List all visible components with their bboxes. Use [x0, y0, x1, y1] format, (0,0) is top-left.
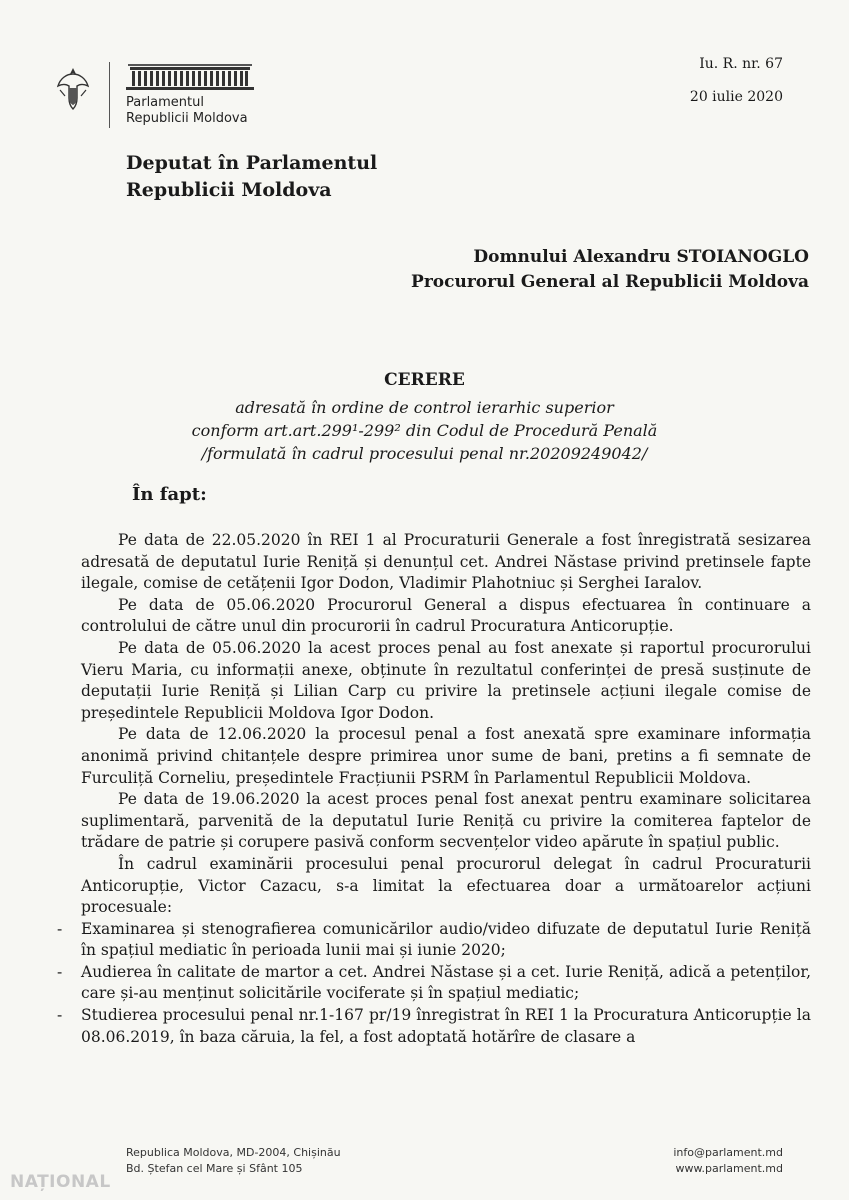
- body-paragraph: În cadrul examinării procesului penal procurorul delegat în cadrul Procuraturii Anticorupție, Victor Cazacu, s-a limitat la efectuarea doar a următoarelor acțiuni procesuale:: [81, 854, 811, 917]
- footer-address-line2: Bd. Ștefan cel Mare și Sfânt 105: [126, 1162, 303, 1175]
- document-title: CERERE: [384, 370, 465, 390]
- document-body: [57, 530, 811, 1048]
- footer-email: info@parlament.md: [673, 1146, 783, 1159]
- list-item: [57, 919, 811, 962]
- institution-line1: Parlamentul: [126, 95, 204, 110]
- list-item-text: Audierea în calitate de martor a cet. Andrei Năstase și a cet. Iurie Reniță, adică a petenților, care și-au menținut solicitările vociferate și în spațiul mediatic;: [81, 962, 811, 1003]
- body-paragraph: Pe data de 05.06.2020 Procurorul General a dispus efectuarea în continuare a controlului de către unul din procurorii în cadrul Procuratura Anticorupție.: [81, 595, 811, 636]
- institution-line2: Republicii Moldova: [126, 111, 248, 126]
- reference-number: Iu. R. nr. 67: [699, 56, 783, 72]
- subtitle-line2: conform art.art.299¹-299² din Codul de Procedură Penală: [191, 421, 658, 440]
- institution-name: [126, 95, 248, 127]
- section-label: În fapt:: [132, 484, 207, 505]
- letterhead-divider: [109, 62, 110, 128]
- footer-website: www.parlament.md: [675, 1162, 783, 1175]
- recipient-line2: Procurorul General al Republicii Moldova: [411, 272, 809, 292]
- footer-address-line1: Republica Moldova, MD-2004, Chișinău: [126, 1146, 341, 1159]
- footer-contact: [673, 1145, 783, 1177]
- sender-block: [126, 150, 377, 204]
- body-paragraph: Pe data de 12.06.2020 la procesul penal a fost anexată spre examinare informația anonimă privind chitanțele despre primirea unor sume de bani, pretins a fi semnate de Furculiță Corneliu, președintele Fracțiunii PSRM în Parlamentul Republicii Moldova.: [81, 725, 811, 787]
- list-item-text: Examinarea și stenografierea comunicărilor audio/video difuzate de deputatul Iurie Reniță în spațiul mediatic în perioada lunii mai și iunie 2020;: [81, 919, 811, 960]
- subtitle-line3: /formulată în cadrul procesului penal nr.20209249042/: [201, 444, 648, 463]
- list-marker: -: [57, 919, 63, 938]
- subtitle-line1: adresată în ordine de control ierarhic superior: [235, 398, 614, 417]
- recipient-line1: Domnului Alexandru STOIANOGLO: [473, 247, 809, 267]
- list-marker: -: [57, 962, 63, 981]
- parliament-building-icon: [126, 63, 254, 91]
- list-item: [57, 1005, 811, 1048]
- body-paragraph: Pe data de 22.05.2020 în REI 1 al Procuraturii Generale a fost înregistrată sesizarea adresată de deputatul Iurie Reniță și denunțul cet. Andrei Năstase privind pretinsele fapte ilegale, comise de cetățenii Igor Dodon, Vladimir Plahotniuc și Serghei Iaralov.: [81, 531, 811, 593]
- list-item-text: Studierea procesului penal nr.1-167 pr/19 înregistrat în REI 1 la Procuratura Anticorupție la 08.06.2019, în baza căruia, la fel, a fost adoptată hotărîre de clasare a: [81, 1006, 811, 1046]
- document-date: 20 iulie 2020: [689, 89, 783, 105]
- recipient-block: [411, 245, 809, 295]
- sender-line1: Deputat în Parlamentul: [126, 152, 378, 174]
- body-paragraph: Pe data de 05.06.2020 la acest proces penal au fost anexate și raportul procurorului Vieru Maria, cu informații anexe, obținute în rezultatul conferinței de presă susținute de deputații Iurie Reniță și Lilian Carp cu privire la pretinsele acțiuni ilegale comise de președintele Republicii Moldova Igor Dodon.: [81, 638, 811, 722]
- document-subtitle: [0, 396, 849, 465]
- body-paragraph: Pe data de 19.06.2020 la acest proces penal fost anexat pentru examinare solicitarea suplimentară, parvenită de la deputatul Iurie Reniță cu privire la comiterea faptelor de trădare de patrie și corupere pasivă conform secvențelor video apărute în spațiul public.: [81, 790, 811, 852]
- footer-address: [126, 1145, 341, 1177]
- list-marker: -: [57, 1006, 63, 1025]
- coat-of-arms-icon: [56, 66, 90, 112]
- watermark-logo: NAȚIONAL: [10, 1172, 111, 1192]
- actions-list: [57, 919, 811, 1049]
- sender-line2: Republicii Moldova: [126, 179, 332, 201]
- list-item: [57, 962, 811, 1005]
